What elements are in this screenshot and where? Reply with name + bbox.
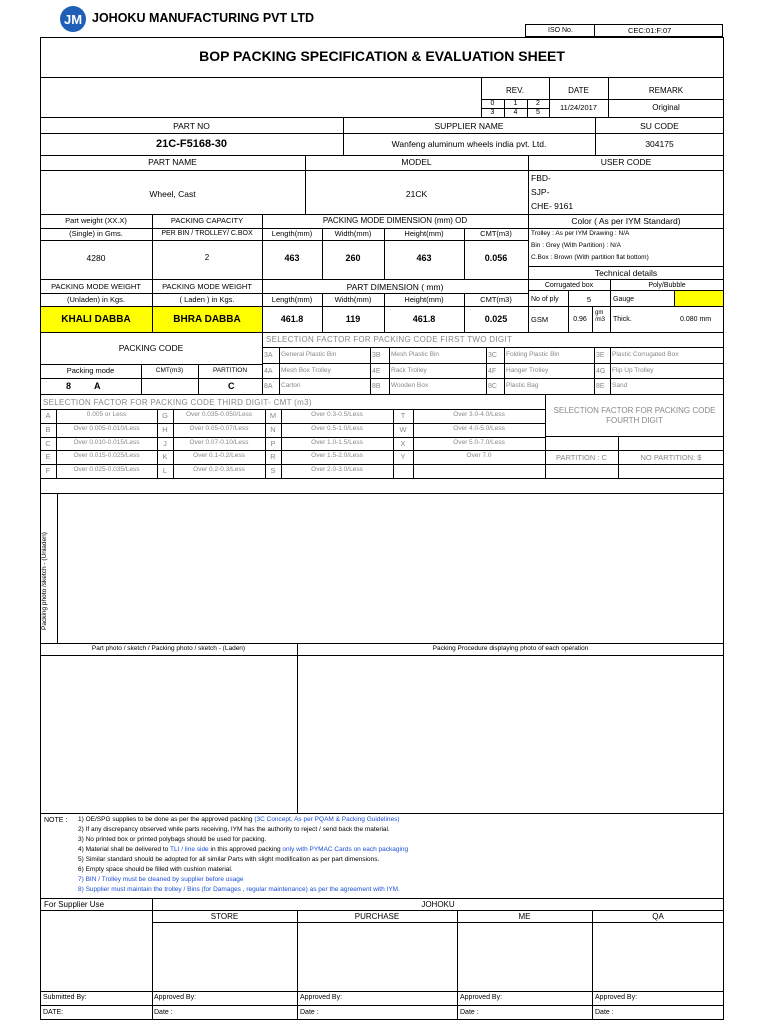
note-item: 7) BIN / Trolley must be cleaned by supplier before usage	[78, 876, 244, 883]
od-width-label: Width(mm)	[334, 229, 372, 238]
date-field-label: DATE:	[43, 1009, 64, 1016]
approved-by-label: Approved By:	[460, 994, 503, 1001]
model-value: 21CK	[405, 189, 428, 199]
note-item: 4) Material shall be delivered to TLI / line side in this approved packing only with PYMAC Cards on each packaging	[78, 846, 409, 853]
cmt-range: Over 0.025-0.035/Less	[73, 466, 140, 474]
od-height-label: Height(mm)	[404, 229, 444, 238]
cmt-code: L	[162, 466, 168, 476]
packing-mode-label: Packing mode	[66, 366, 115, 375]
od-cmt-value: 0.056	[484, 253, 508, 263]
thick-label: Thick.	[613, 316, 632, 323]
part-no-label: PART NO	[173, 121, 210, 131]
approved-by-label: Approved By:	[595, 994, 638, 1001]
cmt-range: Over 0.07-0.10/Less	[189, 438, 249, 446]
cmt-code: C	[45, 438, 51, 448]
packing-type-code: 3A	[264, 352, 273, 359]
cmt-range: Over 0.1-0.2/Less	[193, 452, 245, 460]
od-width-value: 260	[345, 253, 361, 263]
gsm-unit: gm /m3	[595, 310, 606, 323]
packing-type-code: 8E	[596, 383, 605, 390]
note-item: 6) Empty space should be filled with cushion material.	[78, 866, 233, 873]
date-field-label: Date :	[595, 1009, 614, 1016]
cmt-range: Over 0.3-0.5/Less	[311, 411, 363, 418]
cmt-code: J	[163, 438, 167, 448]
packing-cmt-value: A	[94, 381, 101, 391]
gsm-label: GSM	[531, 315, 549, 324]
cmt-range: Over 0.5-1.0/Less	[311, 424, 363, 432]
approved-by-label: Approved By:	[300, 994, 343, 1001]
model-label: MODEL	[401, 157, 432, 167]
part-weight-value: 4280	[86, 253, 106, 263]
user-code-value: CHE- 9161	[531, 201, 574, 211]
cmt-code: K	[162, 452, 168, 462]
packing-type-name: Hanger Trolley	[506, 366, 549, 374]
color-line: Trolley : As per IYM Drawing : N/A	[531, 230, 630, 237]
cmt-code: M	[269, 411, 277, 420]
packing-type-code: 4F	[488, 367, 497, 375]
cmt-code: E	[45, 452, 51, 462]
packing-mode-value: 8	[66, 381, 72, 391]
color-line: C.Box : Brown (With partition flat bottom)	[531, 254, 649, 261]
date-label: DATE	[568, 86, 589, 95]
cmt-range: Over 0.015-0.025/Less	[73, 452, 140, 460]
packing-dimension-label: PACKING MODE DIMENSION (mm) OD	[322, 216, 468, 225]
packing-capacity-label: PACKING CAPACITY	[170, 216, 244, 225]
partition-value: C	[228, 381, 235, 391]
part-no-value: 21C-F5168-30	[156, 138, 227, 150]
cmt-code: T	[400, 411, 406, 420]
od-length-value: 463	[284, 253, 300, 263]
pd-width-label: Width(mm)	[334, 295, 372, 304]
packing-type-name: Carton	[281, 382, 301, 389]
corrugated-label: Corrugated box	[544, 282, 594, 289]
laden-weight-sub: ( Laden ) in Kgs.	[179, 295, 235, 304]
rev-cell: 3	[490, 109, 495, 116]
packing-type-name: Folding Plastic Bin	[506, 351, 560, 358]
cmt-range: 0.005 or Less	[86, 411, 127, 418]
cmt-range: Over 0.2-0.3/Less	[193, 466, 245, 474]
rev-label: REV.	[506, 86, 524, 95]
pd-width-value: 119	[345, 314, 361, 324]
laden-weight-value: BHRA DABBA	[173, 314, 241, 325]
packing-type-code: 4E	[372, 367, 381, 375]
cmt-code: X	[400, 438, 406, 448]
third-digit-title: SELECTION FACTOR FOR PACKING CODE THIRD DIGIT- CMT (m3)	[43, 398, 312, 407]
cmt-range: Over 0.010-0.015/Less	[73, 438, 140, 446]
laden-photo-label: Part photo / sketch / Packing photo / sketch - (Laden)	[91, 645, 246, 652]
rev-cell: 0	[490, 100, 495, 107]
cmt-code: B	[45, 424, 51, 434]
unladen-weight-sub: (Unladen) in Kgs.	[67, 295, 125, 304]
cmt-code: F	[45, 466, 51, 476]
cmt-code: P	[270, 438, 276, 448]
user-code-value: SJP-	[531, 187, 550, 197]
packing-cmt-label: CMT(m3)	[155, 367, 184, 374]
sheet-title: BOP PACKING SPECIFICATION & EVALUATION SHEET	[199, 48, 565, 64]
purchase-label: PURCHASE	[354, 912, 400, 921]
packing-type-name: General Plastic Bin	[281, 351, 337, 358]
cmt-code: H	[162, 424, 168, 434]
su-code-label: SU CODE	[640, 121, 679, 131]
packing-type-code: 3B	[372, 352, 381, 359]
packing-type-code: 4G	[596, 367, 606, 375]
qa-label: QA	[652, 912, 664, 921]
part-dimension-label: PART DIMENSION ( mm)	[346, 282, 444, 292]
user-code-label: USER CODE	[600, 157, 652, 167]
cmt-code: R	[270, 452, 276, 462]
cmt-range: Over 1.0-1.5/Less	[311, 438, 363, 446]
pd-height-label: Height(mm)	[404, 295, 444, 304]
laden-weight-label: PACKING MODE WEIGHT	[162, 282, 252, 291]
pd-cmt-value: 0.025	[484, 314, 508, 324]
note-label: NOTE :	[44, 817, 68, 824]
packing-type-name: Sand	[612, 382, 628, 389]
date-field-label: Date :	[300, 1009, 319, 1016]
part-name-label: PART NAME	[148, 157, 197, 167]
part-weight-label: Part weight (XX.X)	[65, 216, 127, 225]
packing-type-code: 8C	[488, 383, 497, 390]
rev-remark: Original	[652, 103, 680, 112]
cmt-code: G	[162, 411, 168, 420]
johoku-label: JOHOKU	[421, 900, 455, 909]
note-item: 2) If any discrepancy observed while parts receiving, IYM has the authority to reject / send back the material.	[78, 826, 390, 833]
cmt-range: Over 0.035-0.050/Less	[185, 411, 253, 418]
submitted-by-label: Submitted By:	[43, 994, 87, 1001]
unladen-photo-label: Packing photo /sketch - (Unladen)	[41, 532, 48, 630]
rev-cell: 5	[536, 109, 540, 116]
su-code-value: 304175	[645, 139, 674, 149]
packing-type-name: Plastic Bag	[506, 382, 539, 389]
pd-height-value: 461.8	[412, 314, 436, 324]
yellow-gauge	[675, 291, 723, 306]
supplier-use-label: For Supplier Use	[44, 900, 105, 909]
packing-type-code: 3C	[488, 352, 497, 359]
iso-value: CEC:01:F:07	[628, 26, 672, 35]
approved-by-label: Approved By:	[154, 994, 197, 1001]
first-two-digit-title: SELECTION FACTOR FOR PACKING CODE FIRST TWO DIGIT	[266, 335, 513, 344]
user-code-value: FBD-	[531, 173, 551, 183]
note-item: 1) OE/SPG supplies to be done as per the approved packing (3C Concept, As per PQAM & Packing Guidelines)	[78, 816, 400, 823]
packing-type-name: Plastic Corrugated Box	[612, 351, 679, 358]
packing-capacity-sub: PER BIN / TROLLEY/ C.BOX	[161, 230, 253, 237]
rev-cell: 4	[513, 109, 518, 116]
color-line: Bin : Grey (With Partition) : N/A	[531, 242, 621, 249]
gsm-value: 0.96	[573, 316, 587, 323]
packing-code-label: PACKING CODE	[118, 343, 184, 353]
gauge-label: Gauge	[613, 296, 635, 303]
packing-type-code: 3E	[596, 352, 605, 359]
packing-type-code: 4A	[264, 367, 273, 375]
note-item: 5) Similar standard should be adopted for all similar Parts with slight modification as per part dimensions.	[78, 856, 380, 863]
supplier-name-value: Wanfeng aluminum wheels india pvt. Ltd.	[391, 139, 547, 149]
packing-type-name: Flip Up Trolley	[612, 366, 654, 374]
cmt-code: Y	[400, 452, 406, 462]
od-length-label: Length(mm)	[271, 229, 313, 238]
thick-value: 0.080 mm	[680, 316, 712, 323]
cmt-range: Over 5.0-7.0/Less	[453, 438, 505, 446]
procedure-photo-label: Packing Procedure displaying photo of each operation	[432, 645, 589, 652]
od-height-value: 463	[416, 253, 432, 263]
packing-capacity-value: 2	[204, 253, 210, 262]
cmt-range: Over 2.0-3.0/Less	[311, 466, 363, 474]
date-field-label: Date :	[460, 1009, 479, 1016]
date-field-label: Date :	[154, 1009, 173, 1016]
partition-label: PARTITION	[212, 367, 248, 374]
cmt-range: Over 7.0	[466, 452, 492, 460]
cmt-code: A	[45, 411, 51, 420]
poly-bubble-label: Poly/Bubble	[648, 282, 686, 289]
ply-value: 5	[586, 295, 592, 304]
cmt-code: N	[270, 424, 276, 434]
od-cmt-label: CMT(m3)	[480, 229, 512, 238]
supplier-name-label: SUPPLIER NAME	[434, 121, 504, 131]
packing-type-code: 8B	[372, 383, 381, 390]
unladen-weight-label: PACKING MODE WEIGHT	[51, 282, 141, 291]
part-weight-sub: (Single) in Gms.	[69, 229, 123, 238]
rev-cell: 1	[513, 100, 518, 107]
part-name-value: Wheel, Cast	[149, 189, 196, 199]
cmt-code: W	[399, 424, 407, 434]
packing-type-name: Rack Trolley	[391, 366, 427, 374]
no-partition: NO PARTITION: $	[640, 453, 702, 462]
me-label: ME	[518, 912, 531, 921]
color-label: Color ( As per IYM Standard)	[571, 216, 681, 226]
pd-length-value: 461.8	[280, 314, 304, 324]
cmt-range: Over 0.005-0.010/Less	[73, 424, 140, 432]
cmt-range: Over 3.0-4.0/Less	[453, 411, 505, 418]
pd-length-label: Length(mm)	[271, 295, 313, 304]
rev-date: 11/24/2017	[560, 103, 597, 112]
iso-label: ISO No.	[548, 27, 573, 34]
store-label: STORE	[210, 912, 239, 921]
pd-cmt-label: CMT(m3)	[480, 295, 512, 304]
cmt-range: Over 1.5-2.0/Less	[311, 452, 363, 460]
note-item: 8) Supplier must maintain the trolley / Bins (for Damages , regular maintenance) as per the agreement with IYM.	[78, 886, 400, 893]
packing-type-name: Mesh Box Trolley	[281, 366, 331, 374]
company-logo: JM	[60, 6, 86, 32]
cmt-range: Over 4.0-5.0/Less	[453, 424, 505, 432]
rev-cell: 2	[536, 100, 540, 107]
unladen-weight-value: KHALI DABBA	[61, 314, 131, 325]
company-name: JOHOKU MANUFACTURING PVT LTD	[92, 11, 314, 25]
packing-type-code: 8A	[264, 383, 273, 390]
packing-type-name: Mesh Plastic Bin	[391, 351, 440, 358]
packing-type-name: Wooden Box	[391, 382, 429, 389]
note-item: 3) No printed box or printed polybags should be used for packing.	[78, 836, 267, 843]
technical-details-label: Technical details	[594, 268, 658, 278]
cmt-code: S	[270, 466, 276, 476]
cmt-range: Over 0.05-0.07/Less	[189, 424, 249, 432]
ply-label: No of ply	[531, 296, 559, 303]
fourth-digit-title: SELECTION FACTOR FOR PACKING CODE FOURTH DIGIT	[553, 406, 716, 426]
remark-label: REMARK	[648, 86, 684, 95]
partition-c: PARTITION : C	[556, 453, 607, 462]
